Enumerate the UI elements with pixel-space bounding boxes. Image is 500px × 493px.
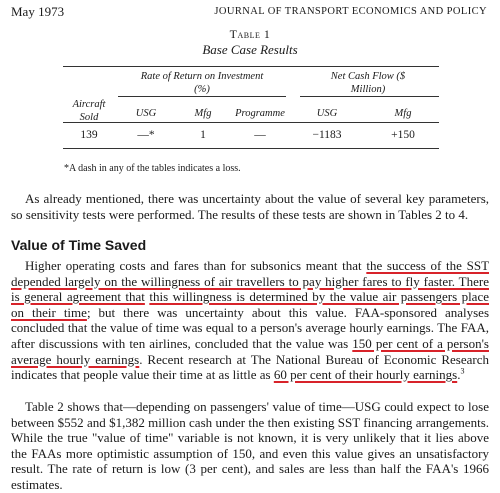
cell-aircraft-sold: 139 <box>80 129 98 141</box>
text-segment: . Recent research at The National Bureau of Economic Research indicates that people value their time at as little as <box>11 351 489 383</box>
cell-usg-return: —* <box>137 129 155 141</box>
table-label: Table 1 <box>229 27 271 41</box>
running-header-journal: JOURNAL OF TRANSPORT ECONOMICS AND POLICY <box>214 6 487 17</box>
paragraph-table2: Table 2 shows that—depending on passengers' value of time—USG could expect to lose between $552 and $1,382 million cash under the then existing SST financing arrangements. While the true "value of time" variable is not known, it is very unlikely that it lies above the FAAs more optimistic assumption of 150, and even this value gives an unsatisfactory result. The rate of return is low (3 per cent), and sales are less than half the FAA's 1966 estimates. <box>11 399 489 492</box>
table-top-rule <box>63 66 439 67</box>
return-group-header: Rate of Return on Investment (%) <box>140 71 264 95</box>
footnote-reference[interactable]: 3 <box>460 366 465 376</box>
col-usg-cash: USG <box>316 108 338 119</box>
section-heading: Value of Time Saved <box>11 237 147 253</box>
text-segment: Higher operating costs and fares than for subsonics meant that <box>25 258 367 273</box>
table-footnote: *A dash in any of the tables indicates a loss. <box>64 163 241 174</box>
table-title: Base Case Results <box>202 42 298 57</box>
col-aircraft-sold: Aircraft Sold <box>72 99 106 123</box>
cell-mfg-cash: +150 <box>391 129 415 141</box>
col-programme: Programme <box>235 108 285 119</box>
paragraph-sensitivity: As already mentioned, there was uncertainty about the value of several key parameters, so sensitivity tests were performed. The results of these tests are shown in Tables 2 to 4. <box>11 191 489 222</box>
text-segment: ; but there was uncertainty about this value. FAA-sponsored analyses concluded that the value of time was equal to a person's average hourly earnings. The FAA, after discussions with ten airlines, concluded that the value was <box>11 304 490 351</box>
return-group-rule <box>118 96 286 97</box>
cash-group-rule <box>300 96 439 97</box>
cell-usg-cash: −1183 <box>312 129 342 141</box>
running-header-date: May 1973 <box>11 4 65 19</box>
paragraph-value-of-time <box>11 258 489 383</box>
text-segment: . <box>457 367 461 383</box>
underlined-phrase: this willingness is determined by the value air passengers place on their time <box>11 289 489 320</box>
col-mfg-return: Mfg <box>194 108 212 119</box>
table-header-rule <box>63 122 439 123</box>
underlined-phrase: 60 per cent of their hourly earnings <box>273 367 458 383</box>
table-bottom-rule <box>63 148 439 149</box>
cell-mfg-return: 1 <box>200 129 206 141</box>
col-usg-return: USG <box>135 108 157 119</box>
underlined-phrase: 150 per cent of a person's average hourly earnings <box>11 335 489 367</box>
cell-programme: — <box>254 129 266 141</box>
col-mfg-cash: Mfg <box>394 108 412 119</box>
underlined-phrase: the success of the SST depended largely on the willingness of air travellers to pay higher fares to fly faster. There is general agreement that <box>11 258 490 305</box>
cash-group-header: Net Cash Flow ($ Million) <box>330 71 406 95</box>
